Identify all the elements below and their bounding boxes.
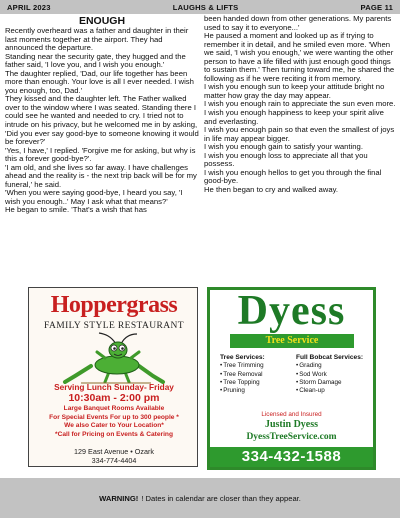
- story-paragraph: The daughter replied, 'Dad, our life together has been more than enough. Your love is all I ever needed. I wish you enough, too, Dad.': [5, 68, 194, 95]
- issue-date: APRIL 2023: [7, 2, 51, 12]
- list-item: • Tree Topping: [220, 379, 292, 387]
- story-paragraph: 'I am old, and she lives so far away. I have challenges ahead and the reality is - the next trip back will be for my funeral,' he said.: [5, 162, 197, 189]
- story-paragraph: He began to smile. 'That's a wish that has: [5, 205, 147, 215]
- story-paragraph: I wish you enough gain to satisfy your wanting.: [204, 142, 363, 152]
- story-paragraph: 'When you were saying good-bye, I heard you say, 'I wish you enough..' May I ask what that means?': [5, 188, 183, 206]
- story-paragraph: Standing near the security gate, they hugged and the father said, 'I love you, and I wish you enough.': [5, 51, 186, 70]
- story-paragraph: I wish you enough pain so that even the smallest of joys in life may appear bigger.: [204, 125, 395, 143]
- story-paragraph: I wish you enough rain to appreciate the sun even more.: [204, 99, 396, 109]
- tree-service-banner: Tree Service: [230, 334, 354, 348]
- story-column-right: [204, 15, 396, 194]
- page-number: PAGE 11: [360, 2, 393, 12]
- banquet-line: Large Banquet Rooms Available: [63, 405, 165, 412]
- phone-banner: 334-432-1588: [210, 447, 373, 467]
- list-item: • Sod Work: [296, 371, 372, 379]
- list-item: • Grading: [296, 362, 372, 370]
- page-header: [0, 0, 400, 14]
- dyess-ad: [207, 287, 376, 470]
- story-paragraph: He paused a moment and looked up as if trying to remember it in detail, and he smiled even more. 'When we said, 'I wish you enough,' we were wanting the other person to have a life filled with just enough good things to sustain them.' Then turning toward me, he shared the following as if he were reciting it from memory.: [204, 31, 395, 83]
- story-paragraph: 'Yes, I have,' I replied. 'Forgive me for asking, but why is this a forever good-bye?'.: [5, 145, 196, 164]
- warning-label: WARNING!: [99, 493, 139, 503]
- story-paragraph: I wish you enough happiness to keep your spirit alive and everlasting.: [204, 108, 384, 126]
- hours-days: Serving Lunch Sunday- Friday: [54, 382, 174, 392]
- restaurant-tagline: FAMILY STYLE RESTAURANT: [44, 321, 184, 331]
- footer-warning: [0, 478, 400, 518]
- banquet-line: We also Cater to Your Location*: [64, 422, 164, 429]
- list-item: • Clean-up: [296, 387, 372, 395]
- restaurant-phone: 334-774-4404: [91, 455, 137, 465]
- website-text: DyessTreeService.com: [246, 432, 337, 442]
- story-paragraph: been handed down from other generations. My parents used to say it to everyone...': [204, 14, 392, 32]
- section-title: LAUGHS & LIFTS: [172, 2, 239, 12]
- warning-text: ! Dates in calendar are closer than they appear.: [141, 493, 301, 503]
- dyess-logo-text: Dyess: [237, 288, 346, 334]
- hoppergrass-ad: [28, 287, 198, 467]
- hours-times: 10:30am - 2:00 pm: [68, 391, 160, 404]
- banquet-line: *Call for Pricing on Events & Catering: [55, 430, 173, 438]
- grasshopper-icon: [61, 332, 167, 384]
- story-paragraph: He then began to cry and walked away.: [204, 184, 339, 194]
- story-paragraph: I wish you enough hellos to get you through the final good-bye.: [204, 167, 382, 186]
- story-paragraph: Recently overheard was a father and daughter in their last moments together at the airport. They had announced the departure.: [5, 26, 189, 53]
- tree-services-list: [220, 354, 292, 395]
- tree-services-heading: Tree Services:: [220, 354, 265, 361]
- licensed-note: Licensed and Insured: [261, 411, 322, 418]
- story-paragraph: I wish you enough sun to keep your attitude bright no matter how gray the day may appear.: [204, 82, 385, 100]
- bobcat-services-heading: Full Bobcat Services:: [296, 354, 364, 361]
- bobcat-services-list: [296, 354, 372, 395]
- banquet-info: [29, 405, 198, 439]
- banquet-line: For Special Events For up to 300 people *: [49, 413, 179, 421]
- owner-name: Justin Dyess: [264, 419, 319, 430]
- story-paragraph: I wish you enough loss to appreciate all that you possess.: [204, 150, 368, 169]
- restaurant-hours: [29, 382, 198, 403]
- story-title: ENOUGH: [78, 15, 126, 27]
- story-paragraph: They kissed and the daughter left. The Father walked over to the window where I was seated. Standing there I could see he wanted and needed to cry. I tried not to intrude on his privacy, but he welcomed me in by asking, 'Did you ever say good-bye to someone knowing it would be forever?': [5, 94, 199, 147]
- hoppergrass-logo-text: Hoppergrass: [50, 292, 178, 318]
- list-item: • Tree Removal: [220, 371, 292, 379]
- list-item: • Storm Damage: [296, 379, 372, 387]
- list-item: • Pruning: [220, 387, 292, 395]
- restaurant-address: 129 East Avenue • Ozark: [74, 447, 154, 456]
- list-item: • Tree Trimming: [220, 362, 292, 370]
- restaurant-contact: [29, 448, 198, 465]
- story-column-left: [5, 15, 199, 215]
